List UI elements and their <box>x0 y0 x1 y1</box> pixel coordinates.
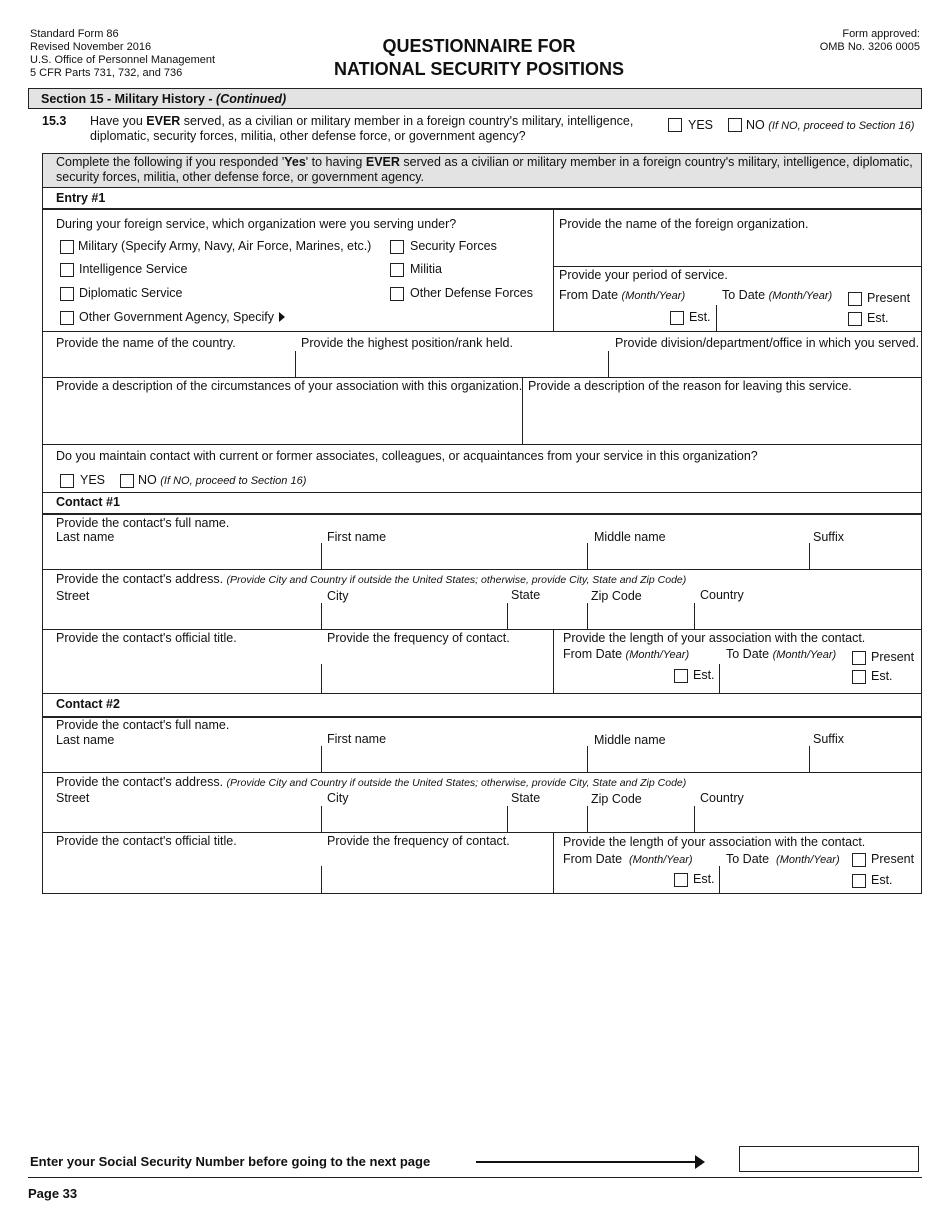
contact-yes-checkbox[interactable] <box>60 474 74 488</box>
to-date-label: To Date (Month/Year) <box>726 852 840 866</box>
from-date-field[interactable] <box>557 866 669 892</box>
contact-title: Contact #2 <box>56 697 120 711</box>
suffix-field[interactable] <box>812 545 918 568</box>
title-line: QUESTIONNAIRE FOR <box>382 36 576 56</box>
official-title-label: Provide the contact's official title. <box>56 631 237 645</box>
contact-no-checkbox[interactable] <box>120 474 134 488</box>
form-line: U.S. Office of Personnel Management <box>30 54 216 66</box>
country-label: Country <box>700 588 744 602</box>
ssn-field[interactable] <box>739 1146 919 1172</box>
org-name-label: Provide the name of the foreign organization. <box>559 217 809 231</box>
other-agency-checkbox[interactable] <box>60 311 74 325</box>
first-name-label: First name <box>327 530 387 544</box>
circumstances-field[interactable] <box>46 396 518 442</box>
section-title: Section 15 - Military History - (Continued) <box>41 92 287 106</box>
page-number: Page 33 <box>28 1186 78 1201</box>
frequency-label: Provide the frequency of contact. <box>327 834 510 848</box>
to-date-label: To Date (Month/Year) <box>722 288 833 302</box>
zip-field[interactable] <box>590 808 691 831</box>
arrow-right-icon <box>476 1161 698 1163</box>
street-label: Street <box>56 791 90 805</box>
yes-checkbox[interactable] <box>668 118 682 132</box>
present-label: Present <box>871 852 915 866</box>
street-label: Street <box>56 589 90 603</box>
no-label: NO (If NO, proceed to Section 16) <box>746 118 915 132</box>
from-date-field[interactable] <box>556 305 666 329</box>
reason-field[interactable] <box>526 396 918 442</box>
middle-name-field[interactable] <box>590 748 806 771</box>
arrow-right-icon <box>279 312 285 322</box>
last-name-field[interactable] <box>46 545 318 568</box>
to-date-field[interactable] <box>722 664 846 691</box>
entry-title: Entry #1 <box>56 191 106 205</box>
circumstances-label: Provide a description of the circumstances of your association with this organization. <box>56 379 523 393</box>
country-label: Country <box>700 791 744 805</box>
city-field[interactable] <box>324 605 504 628</box>
country-field[interactable] <box>697 605 918 628</box>
intelligence-label: Intelligence Service <box>79 262 188 276</box>
street-field[interactable] <box>46 605 318 628</box>
question-text: Have you EVER served, as a civilian or military member in a foreign country's military, intelligence, diplomatic, security forces, militia, other defense force, or government agency? <box>90 114 634 143</box>
contact-yes-label: YES <box>80 473 106 487</box>
title-line: NATIONAL SECURITY POSITIONS <box>333 59 625 79</box>
city-label: City <box>327 791 349 805</box>
first-name-label: First name <box>327 732 387 746</box>
zip-label: Zip Code <box>591 589 642 603</box>
militia-checkbox[interactable] <box>390 263 404 277</box>
contact-question: Do you maintain contact with current or former associates, colleagues, or acquaintances from your service in this organization? <box>56 449 758 463</box>
to-date-field[interactable] <box>720 305 840 329</box>
instructions: Complete the following if you responded 'Yes' to having EVER served as a civilian or military member in a foreign country's military, intelligence, diplomatic, security forces, militia, other defense force, or government agency. <box>43 154 921 187</box>
question-number: 15.3 <box>42 114 67 128</box>
address-label: Provide the contact's address. (Provide City and Country if outside the United States; otherwise, provide City, State and Zip Code) <box>56 572 687 586</box>
to-est-label: Est. <box>871 873 893 887</box>
first-name-field[interactable] <box>324 748 584 771</box>
frequency-field[interactable] <box>324 666 550 691</box>
last-name-label: Last name <box>56 733 115 747</box>
present-label: Present <box>867 291 911 305</box>
to-est-label: Est. <box>871 669 893 683</box>
military-checkbox[interactable] <box>60 240 74 254</box>
from-est-checkbox[interactable] <box>674 873 688 887</box>
from-est-checkbox[interactable] <box>670 311 684 325</box>
state-field[interactable] <box>510 605 584 628</box>
present-label: Present <box>871 650 915 664</box>
full-name-label: Provide the contact's full name. <box>56 718 230 732</box>
middle-name-field[interactable] <box>590 545 806 568</box>
to-date-field[interactable] <box>722 866 846 892</box>
zip-label: Zip Code <box>591 792 642 806</box>
city-label: City <box>327 589 349 603</box>
to-est-label: Est. <box>867 311 889 325</box>
approval-label: Form approved: <box>842 28 920 40</box>
ssn-prompt: Enter your Social Security Number before going to the next page <box>30 1154 431 1169</box>
division-field[interactable] <box>611 351 919 377</box>
length-label: Provide the length of your association with the contact. <box>563 631 866 645</box>
from-date-label: From Date (Month/Year) <box>559 288 686 302</box>
yes-label: YES <box>688 118 714 132</box>
no-checkbox[interactable] <box>728 118 742 132</box>
reason-label: Provide a description of the reason for leaving this service. <box>528 379 852 393</box>
official-title-field[interactable] <box>46 868 318 892</box>
last-name-field[interactable] <box>46 748 318 771</box>
diplomatic-checkbox[interactable] <box>60 287 74 301</box>
military-label: Military (Specify Army, Navy, Air Force, Marines, etc.) <box>78 239 372 253</box>
zip-field[interactable] <box>590 605 691 628</box>
length-label: Provide the length of your association with the contact. <box>563 835 866 849</box>
country-label: Provide the name of the country. <box>56 336 236 350</box>
to-est-checkbox[interactable] <box>852 670 866 684</box>
suffix-field[interactable] <box>812 748 918 771</box>
other-defense-checkbox[interactable] <box>390 287 404 301</box>
state-label: State <box>511 791 541 805</box>
other-agency-label: Other Government Agency, Specify <box>79 310 285 325</box>
to-est-checkbox[interactable] <box>848 312 862 326</box>
to-est-checkbox[interactable] <box>852 874 866 888</box>
official-title-label: Provide the contact's official title. <box>56 834 237 848</box>
present-checkbox[interactable] <box>852 853 866 867</box>
from-est-checkbox[interactable] <box>674 669 688 683</box>
org-name-field[interactable] <box>556 234 920 264</box>
country-field[interactable] <box>697 808 918 831</box>
form-line: Standard Form 86 <box>30 28 119 40</box>
omb-approval <box>820 28 920 54</box>
from-date-label: From Date (Month/Year) <box>563 852 693 866</box>
form-line: Revised November 2016 <box>30 41 152 53</box>
middle-name-label: Middle name <box>594 733 666 747</box>
last-name-label: Last name <box>56 530 115 544</box>
state-field[interactable] <box>510 808 584 831</box>
to-date-label: To Date (Month/Year) <box>726 647 837 661</box>
street-field[interactable] <box>46 808 318 831</box>
omb-number: OMB No. 3206 0005 <box>819 41 920 53</box>
page-title <box>0 35 950 81</box>
city-field[interactable] <box>324 808 504 831</box>
country-field[interactable] <box>46 351 292 377</box>
middle-name-label: Middle name <box>594 530 666 544</box>
from-date-field[interactable] <box>557 664 669 691</box>
security-forces-label: Security Forces <box>410 239 497 253</box>
other-defense-label: Other Defense Forces <box>410 286 533 300</box>
organization-question: During your foreign service, which organization were you serving under? <box>56 217 457 231</box>
suffix-label: Suffix <box>813 530 845 544</box>
rank-label: Provide the highest position/rank held. <box>301 336 513 350</box>
period-label: Provide your period of service. <box>559 268 728 282</box>
section-header <box>28 88 922 109</box>
present-checkbox[interactable] <box>848 292 862 306</box>
arrow-head-icon <box>695 1155 705 1169</box>
state-label: State <box>511 588 541 602</box>
suffix-label: Suffix <box>813 732 845 746</box>
rank-field[interactable] <box>298 351 606 377</box>
form-line: 5 CFR Parts 731, 732, and 736 <box>30 67 183 79</box>
security-forces-checkbox[interactable] <box>390 240 404 254</box>
contact-title: Contact #1 <box>56 495 120 509</box>
present-checkbox[interactable] <box>852 651 866 665</box>
full-name-label: Provide the contact's full name. <box>56 516 230 530</box>
official-title-field[interactable] <box>46 666 318 691</box>
first-name-field[interactable] <box>324 545 584 568</box>
intelligence-checkbox[interactable] <box>60 263 74 277</box>
contact-no-label: NO (If NO, proceed to Section 16) <box>138 473 307 487</box>
frequency-label: Provide the frequency of contact. <box>327 631 510 645</box>
address-label: Provide the contact's address. (Provide City and Country if outside the United States; otherwise, provide City, State and Zip Code) <box>56 775 687 789</box>
from-est-label: Est. <box>693 668 715 682</box>
division-label: Provide division/department/office in which you served. <box>615 336 920 350</box>
from-est-label: Est. <box>693 872 715 886</box>
frequency-field[interactable] <box>324 868 550 892</box>
from-est-label: Est. <box>689 310 711 324</box>
militia-label: Militia <box>410 262 442 276</box>
diplomatic-label: Diplomatic Service <box>79 286 183 300</box>
from-date-label: From Date (Month/Year) <box>563 647 690 661</box>
